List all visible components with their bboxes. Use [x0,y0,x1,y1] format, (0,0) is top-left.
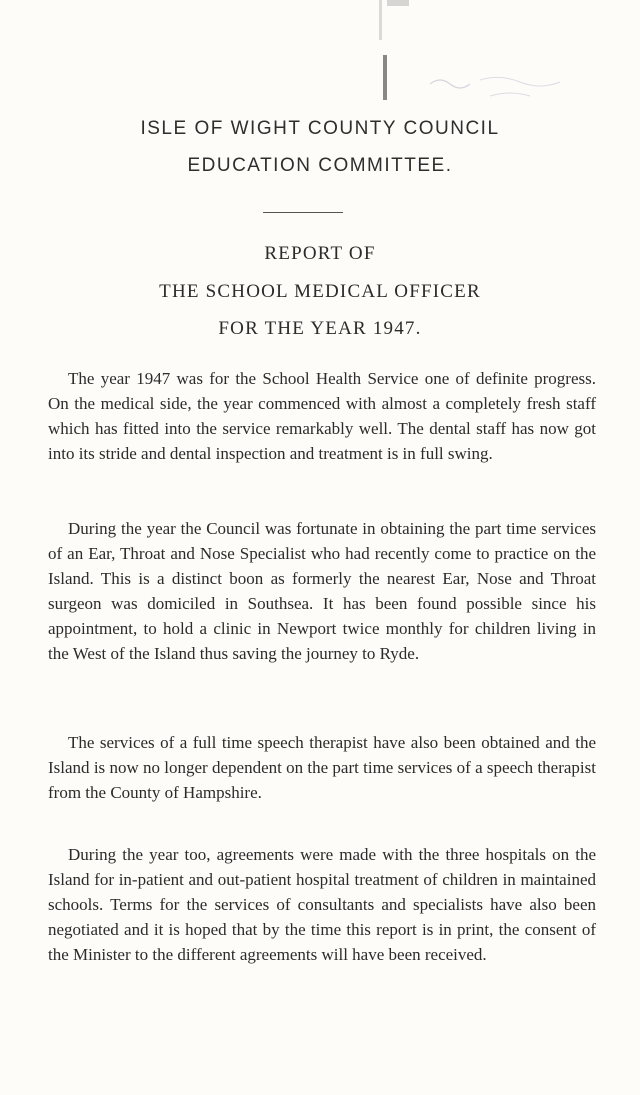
committee-heading: EDUCATION COMMITTEE. [187,155,453,176]
council-heading: ISLE OF WIGHT COUNTY COUNCIL [140,118,500,139]
report-title-line-2: THE SCHOOL MEDICAL OFFICER [159,281,481,302]
paragraph-4: During the year too, agreements were made with the three hospitals on the Island for in-patient and out-patient hospital treatment of children in maintained schools. Terms for the services of consultants and specialists have also been negotiated and it is hoped that by the time this report is in print, the consent of the Minister to the different agreements will have been received. [48,845,596,964]
faded-stamp-mark [430,70,570,100]
binding-mark [365,0,415,110]
divider-rule [263,212,343,213]
report-title-line-3: FOR THE YEAR 1947. [218,318,422,339]
report-title-line-1: REPORT OF [264,243,376,264]
paragraph-2: During the year the Council was fortunate in obtaining the part time services of an Ear, Throat and Nose Specialist who had recently come to practice on the Island. This is a distinct boon as formerly the nearest Ear, Nose and Throat surgeon was domiciled in Southsea. It has been found possible since his appointment, to hold a clinic in Newport twice monthly for children living in the West of the Island thus saving the journey to Ryde. [48,519,596,663]
paragraph-3: The services of a full time speech therapist have also been obtained and the Island is now no longer dependent on the part time services of a speech therapist from the County of Hampshire. [48,733,596,802]
paragraph-1: The year 1947 was for the School Health Service one of definite progress. On the medical side, the year commenced with almost a completely fresh staff which has fitted into the service remarkably well. The dental staff has now got into its stride and dental inspection and treatment is in full swing. [48,369,596,463]
